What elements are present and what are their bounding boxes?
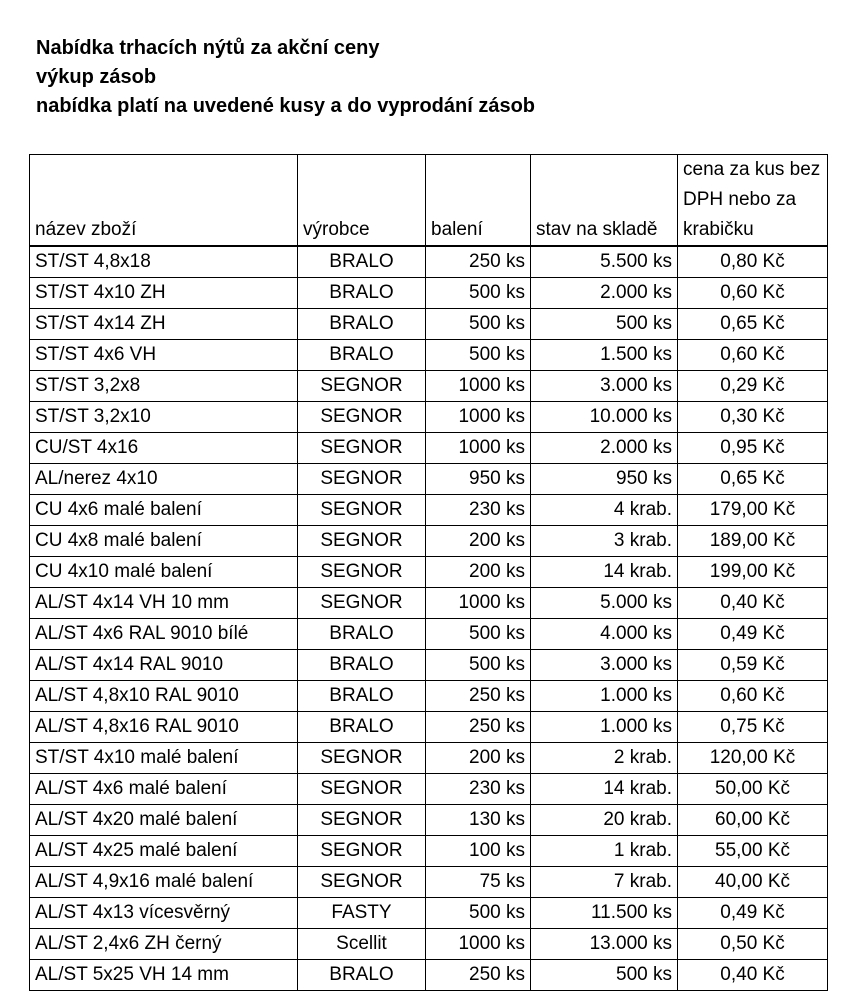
table-row <box>30 867 828 898</box>
cell-product-name: AL/ST 4x6 malé balení <box>30 774 298 805</box>
table-row <box>30 898 828 929</box>
cell-product-name: AL/ST 4,8x10 RAL 9010 <box>30 681 298 712</box>
cell-product-name: ST/ST 3,2x10 <box>30 402 298 433</box>
cell-stock: 4.000 ks <box>531 619 678 650</box>
cell-manufacturer: BRALO <box>298 681 426 712</box>
cell-price: 0,65 Kč <box>678 309 828 340</box>
cell-stock: 2 krab. <box>531 743 678 774</box>
cell-price: 0,60 Kč <box>678 278 828 309</box>
cell-stock: 20 krab. <box>531 805 678 836</box>
cell-product-name: AL/ST 4,9x16 malé balení <box>30 867 298 898</box>
table-row <box>30 836 828 867</box>
cell-product-name: AL/ST 5x25 VH 14 mm <box>30 960 298 991</box>
cell-package: 1000 ks <box>426 371 531 402</box>
cell-product-name: CU 4x10 malé balení <box>30 557 298 588</box>
cell-product-name: ST/ST 3,2x8 <box>30 371 298 402</box>
table-row <box>30 650 828 681</box>
table-row <box>30 960 828 991</box>
cell-manufacturer: BRALO <box>298 278 426 309</box>
table-row <box>30 557 828 588</box>
table-row <box>30 433 828 464</box>
cell-product-name: AL/ST 4x25 malé balení <box>30 836 298 867</box>
cell-stock: 4 krab. <box>531 495 678 526</box>
cell-price: 0,40 Kč <box>678 588 828 619</box>
cell-product-name: CU 4x8 malé balení <box>30 526 298 557</box>
cell-manufacturer: FASTY <box>298 898 426 929</box>
cell-price: 0,49 Kč <box>678 898 828 929</box>
cell-package: 500 ks <box>426 340 531 371</box>
heading-line-2: výkup zásob <box>36 66 157 88</box>
cell-price: 50,00 Kč <box>678 774 828 805</box>
cell-price: 0,49 Kč <box>678 619 828 650</box>
cell-product-name: AL/ST 4x14 RAL 9010 <box>30 650 298 681</box>
cell-package: 230 ks <box>426 495 531 526</box>
cell-price: 0,75 Kč <box>678 712 828 743</box>
heading-line-1: Nabídka trhacích nýtů za akční ceny <box>36 37 380 59</box>
cell-package: 1000 ks <box>426 402 531 433</box>
cell-manufacturer: SEGNOR <box>298 836 426 867</box>
cell-stock: 3 krab. <box>531 526 678 557</box>
table-row <box>30 743 828 774</box>
table-row <box>30 526 828 557</box>
cell-stock: 11.500 ks <box>531 898 678 929</box>
cell-stock: 3.000 ks <box>531 650 678 681</box>
cell-manufacturer: SEGNOR <box>298 867 426 898</box>
cell-package: 500 ks <box>426 309 531 340</box>
cell-price: 0,59 Kč <box>678 650 828 681</box>
heading-line-3: nabídka platí na uvedené kusy a do vyprodání zásob <box>36 95 536 117</box>
cell-price: 0,50 Kč <box>678 929 828 960</box>
cell-manufacturer: SEGNOR <box>298 588 426 619</box>
cell-stock: 10.000 ks <box>531 402 678 433</box>
cell-package: 950 ks <box>426 464 531 495</box>
cell-package: 250 ks <box>426 712 531 743</box>
cell-package: 250 ks <box>426 246 531 278</box>
cell-manufacturer: SEGNOR <box>298 371 426 402</box>
cell-price: 0,65 Kč <box>678 464 828 495</box>
table-row <box>30 588 828 619</box>
cell-product-name: ST/ST 4x14 ZH <box>30 309 298 340</box>
cell-manufacturer: SEGNOR <box>298 495 426 526</box>
cell-price: 179,00 Kč <box>678 495 828 526</box>
cell-package: 200 ks <box>426 743 531 774</box>
table-row <box>30 402 828 433</box>
cell-stock: 1.000 ks <box>531 712 678 743</box>
table-row <box>30 805 828 836</box>
table-row <box>30 246 828 278</box>
cell-stock: 13.000 ks <box>531 929 678 960</box>
cell-product-name: ST/ST 4x10 malé balení <box>30 743 298 774</box>
cell-price: 40,00 Kč <box>678 867 828 898</box>
cell-manufacturer: BRALO <box>298 246 426 278</box>
cell-stock: 7 krab. <box>531 867 678 898</box>
table-row <box>30 774 828 805</box>
cell-stock: 500 ks <box>531 309 678 340</box>
table-header-row <box>30 155 828 247</box>
cell-package: 1000 ks <box>426 929 531 960</box>
cell-product-name: ST/ST 4,8x18 <box>30 246 298 278</box>
cell-product-name: CU/ST 4x16 <box>30 433 298 464</box>
table-row <box>30 929 828 960</box>
cell-price: 0,29 Kč <box>678 371 828 402</box>
cell-package: 500 ks <box>426 619 531 650</box>
header-stock: stav na skladě <box>531 155 678 247</box>
cell-package: 100 ks <box>426 836 531 867</box>
cell-product-name: AL/ST 4x20 malé balení <box>30 805 298 836</box>
cell-package: 250 ks <box>426 960 531 991</box>
cell-package: 75 ks <box>426 867 531 898</box>
cell-price: 55,00 Kč <box>678 836 828 867</box>
cell-stock: 1.000 ks <box>531 681 678 712</box>
cell-product-name: AL/ST 2,4x6 ZH černý <box>30 929 298 960</box>
cell-package: 500 ks <box>426 278 531 309</box>
cell-stock: 14 krab. <box>531 774 678 805</box>
cell-stock: 14 krab. <box>531 557 678 588</box>
cell-price: 0,40 Kč <box>678 960 828 991</box>
cell-package: 200 ks <box>426 526 531 557</box>
cell-manufacturer: Scellit <box>298 929 426 960</box>
cell-price: 120,00 Kč <box>678 743 828 774</box>
cell-manufacturer: BRALO <box>298 309 426 340</box>
cell-stock: 500 ks <box>531 960 678 991</box>
header-manufacturer: výrobce <box>298 155 426 247</box>
cell-manufacturer: BRALO <box>298 340 426 371</box>
cell-price: 199,00 Kč <box>678 557 828 588</box>
cell-stock: 1.500 ks <box>531 340 678 371</box>
cell-stock: 1 krab. <box>531 836 678 867</box>
cell-stock: 2.000 ks <box>531 433 678 464</box>
cell-price: 0,60 Kč <box>678 681 828 712</box>
cell-manufacturer: BRALO <box>298 619 426 650</box>
cell-product-name: AL/ST 4x13 vícesvěrný <box>30 898 298 929</box>
table-row <box>30 340 828 371</box>
cell-stock: 5.500 ks <box>531 246 678 278</box>
cell-price: 0,60 Kč <box>678 340 828 371</box>
table-row <box>30 681 828 712</box>
table-row <box>30 619 828 650</box>
table-row <box>30 464 828 495</box>
cell-price: 0,80 Kč <box>678 246 828 278</box>
cell-product-name: AL/ST 4,8x16 RAL 9010 <box>30 712 298 743</box>
cell-manufacturer: BRALO <box>298 712 426 743</box>
cell-price: 0,30 Kč <box>678 402 828 433</box>
cell-product-name: AL/ST 4x14 VH 10 mm <box>30 588 298 619</box>
cell-product-name: ST/ST 4x10 ZH <box>30 278 298 309</box>
cell-package: 250 ks <box>426 681 531 712</box>
cell-manufacturer: SEGNOR <box>298 557 426 588</box>
cell-package: 230 ks <box>426 774 531 805</box>
cell-package: 1000 ks <box>426 433 531 464</box>
cell-manufacturer: SEGNOR <box>298 743 426 774</box>
cell-manufacturer: SEGNOR <box>298 402 426 433</box>
cell-manufacturer: SEGNOR <box>298 774 426 805</box>
table-row <box>30 309 828 340</box>
header-product-name: název zboží <box>30 155 298 247</box>
cell-price: 189,00 Kč <box>678 526 828 557</box>
table-row <box>30 371 828 402</box>
cell-price: 60,00 Kč <box>678 805 828 836</box>
cell-stock: 950 ks <box>531 464 678 495</box>
cell-manufacturer: SEGNOR <box>298 805 426 836</box>
cell-manufacturer: BRALO <box>298 650 426 681</box>
rivet-offer-table <box>29 154 828 991</box>
cell-package: 500 ks <box>426 898 531 929</box>
cell-manufacturer: BRALO <box>298 960 426 991</box>
table-row <box>30 712 828 743</box>
cell-package: 200 ks <box>426 557 531 588</box>
cell-manufacturer: SEGNOR <box>298 464 426 495</box>
table-row <box>30 495 828 526</box>
cell-package: 500 ks <box>426 650 531 681</box>
header-package: balení <box>426 155 531 247</box>
cell-stock: 3.000 ks <box>531 371 678 402</box>
cell-package: 1000 ks <box>426 588 531 619</box>
cell-manufacturer: SEGNOR <box>298 526 426 557</box>
cell-package: 130 ks <box>426 805 531 836</box>
cell-product-name: AL/nerez 4x10 <box>30 464 298 495</box>
table-body <box>30 246 828 991</box>
cell-product-name: AL/ST 4x6 RAL 9010 bílé <box>30 619 298 650</box>
cell-stock: 5.000 ks <box>531 588 678 619</box>
cell-price: 0,95 Kč <box>678 433 828 464</box>
cell-product-name: CU 4x6 malé balení <box>30 495 298 526</box>
cell-manufacturer: SEGNOR <box>298 433 426 464</box>
table-row <box>30 278 828 309</box>
offer-heading <box>36 34 535 121</box>
cell-stock: 2.000 ks <box>531 278 678 309</box>
header-price: cena za kus bez DPH nebo za krabičku <box>678 155 828 247</box>
cell-product-name: ST/ST 4x6 VH <box>30 340 298 371</box>
